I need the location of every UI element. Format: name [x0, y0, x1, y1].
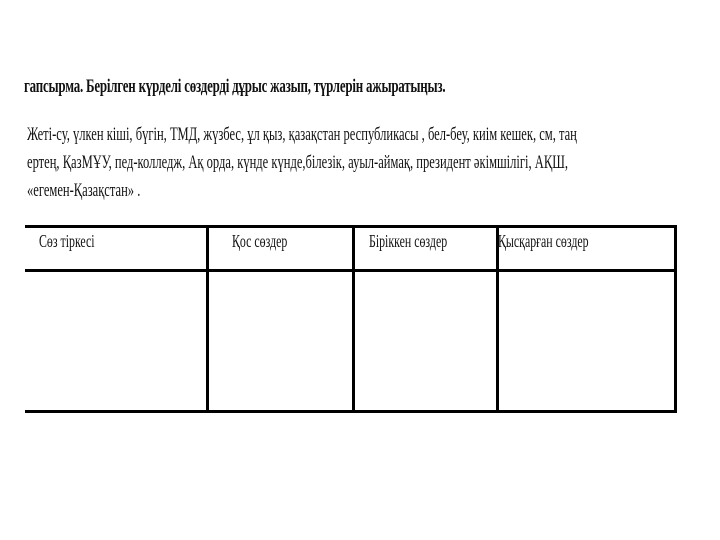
classification-table [25, 225, 677, 413]
table-top-border [25, 225, 677, 228]
column-divider [496, 225, 499, 413]
table-right-border [674, 225, 677, 413]
word-list-line-1: Жеті-су, үлкен кіші, бүгін, ТМД, жүзбес, ұл қыз, қазақстан республикасы , бел-беу, киім кешек, см, таң [27, 124, 577, 145]
task-title: гапсырма. Берілген күрделі сөздерді дұрыс жазып, түрлерін ажыратыңыз. [24, 76, 446, 97]
header-compound-words: Біріккен сөздер [369, 231, 448, 251]
header-abbreviations: Қысқарған сөздер [498, 231, 589, 251]
table-header-divider [25, 269, 677, 272]
word-list-line-3: «егемен-Қазақстан» . [27, 180, 141, 201]
header-phrase: Сөз тіркесі [39, 231, 95, 251]
column-divider [352, 225, 355, 413]
table-bottom-border [25, 410, 677, 413]
header-paired-words: Қос сөздер [232, 231, 288, 251]
column-divider [206, 225, 209, 413]
word-list-line-2: ертең, ҚазМҰУ, пед-колледж, Ақ орда, күнде күнде,білезік, ауыл-аймақ, президент әкімшілігі, АҚШ, [27, 152, 568, 173]
